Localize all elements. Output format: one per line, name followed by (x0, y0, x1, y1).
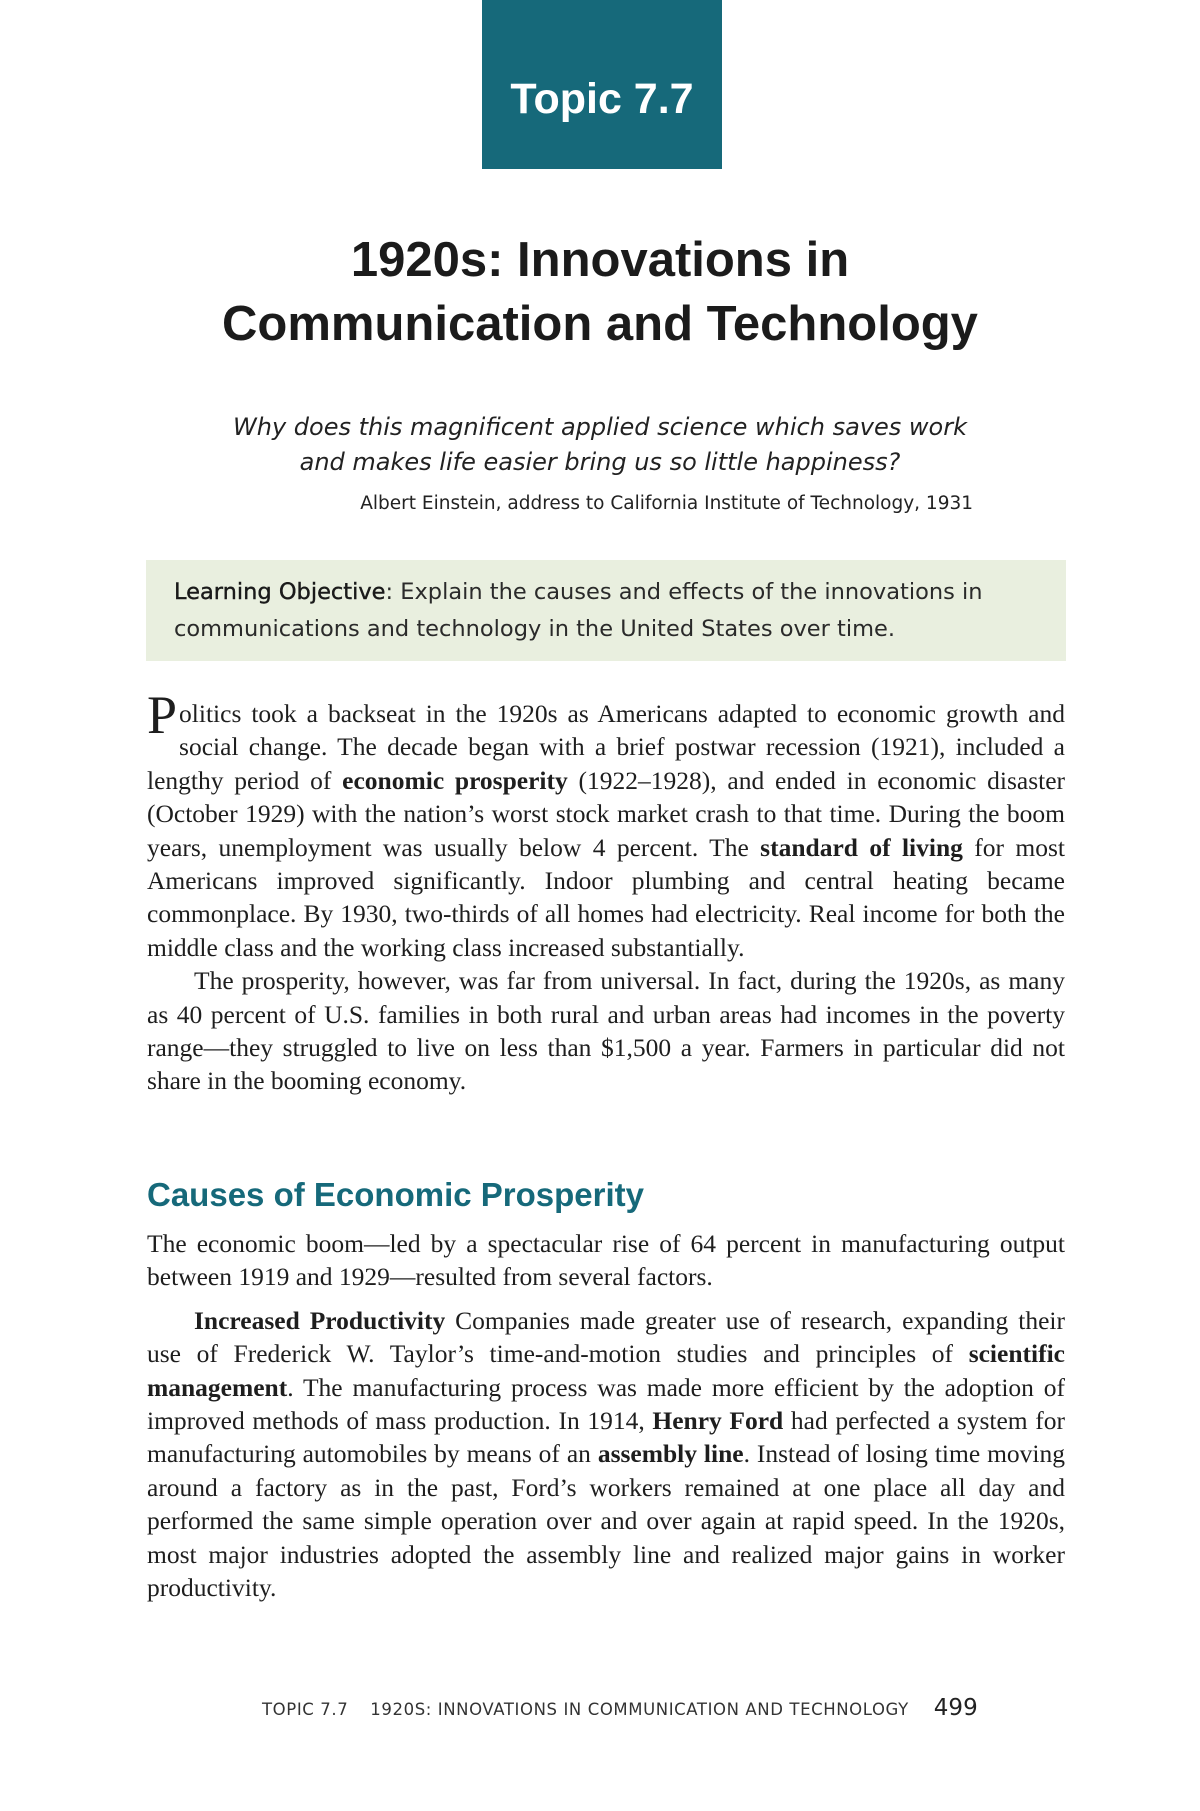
page-title (100, 228, 1100, 356)
term-assembly-line: assembly line (597, 1439, 744, 1469)
paragraph-2: The prosperity, however, was far from universal. In fact, during the 1920s, as many as 40 percent of U.S. families in both rural and urban areas had incomes in the poverty range—they struggled to live on less than $1,500 a year. Farmers in particular did not share in the booming economy. (147, 966, 1065, 1096)
term-economic-prosperity: economic prosperity (342, 765, 568, 795)
title-line-1: 1920s: Innovations in (350, 233, 850, 287)
learning-objective-label: Learning Objective (174, 579, 386, 605)
para4-text-3: had perfected a system for manufacturing automobiles by means of an (147, 1406, 1065, 1469)
quote-line-2: and makes life easier bring us so little happiness? (299, 448, 901, 476)
title-line-2: Communication and Technology (222, 297, 978, 351)
epigraph-quote (200, 410, 1000, 480)
para4-text-2: . The manufacturing process was made more efficient by the adoption of improved methods of mass production. In 1914, (147, 1372, 1065, 1436)
learning-objective-text: : Explain the causes and effects of the innovations in communications and technology in the United States over time. (174, 579, 983, 642)
footer-title: 1920S: INNOVATIONS IN COMMUNICATION AND TECHNOLOGY (370, 1700, 909, 1719)
page-footer (262, 1695, 1062, 1721)
topic-tab: Topic 7.7 (482, 0, 722, 169)
paragraph-4 (147, 1304, 1065, 1605)
quote-attribution: Albert Einstein, address to California Institute of Technology, 1931 (360, 493, 973, 514)
term-increased-productivity: Increased Productivity (194, 1305, 446, 1335)
drop-cap: P (147, 685, 178, 745)
para4-text-1: Companies made greater use of research, expanding their use of Frederick W. Taylor’s time-and-motion studies and principles of (147, 1305, 1065, 1369)
section-body (147, 1227, 1065, 1604)
term-henry-ford: Henry Ford (652, 1406, 784, 1436)
term-scientific-management: scientific management (147, 1339, 1065, 1402)
para1-text-2: (1922–1928), and ended in economic disaster (October 1929) with the nation’s worst stock market crash to that time. During the boom years, unemployment was usually below 4 percent. The (147, 765, 1066, 862)
intro-body (147, 685, 1066, 1098)
quote-line-1: Why does this magnificent applied science which saves work (233, 413, 967, 441)
paragraph-3: The economic boom—led by a spectacular rise of 64 percent in manufacturing output between 1919 and 1929—resulted from several factors. (147, 1229, 1065, 1292)
para1-text-1: olitics took a backseat in the 1920s as Americans adapted to economic growth and social change. The decade began with a brief postwar recession (1921), included a lengthy period of (147, 699, 1065, 795)
term-standard-of-living: standard of living (760, 832, 963, 862)
para4-text-4: . Instead of losing time moving around a factory as in the past, Ford’s workers remained at one place all day and performed the same simple operation over and over again at rapid speed. In the 1920s, most major industries adopted the assembly line and realized major gains in worker productivity. (147, 1439, 1066, 1603)
page-number: 499 (933, 1695, 978, 1721)
para1-text-3: for most Americans improved significantly. Indoor plumbing and central heating became commonplace. By 1930, two-thirds of all homes had electricity. Real income for both the middle class and the working class increased substantially. (147, 832, 1065, 962)
learning-objective-box (146, 560, 1066, 661)
paragraph-1 (147, 685, 1066, 964)
section-heading: Causes of Economic Prosperity (147, 1176, 644, 1213)
footer-topic: TOPIC 7.7 (262, 1700, 349, 1719)
